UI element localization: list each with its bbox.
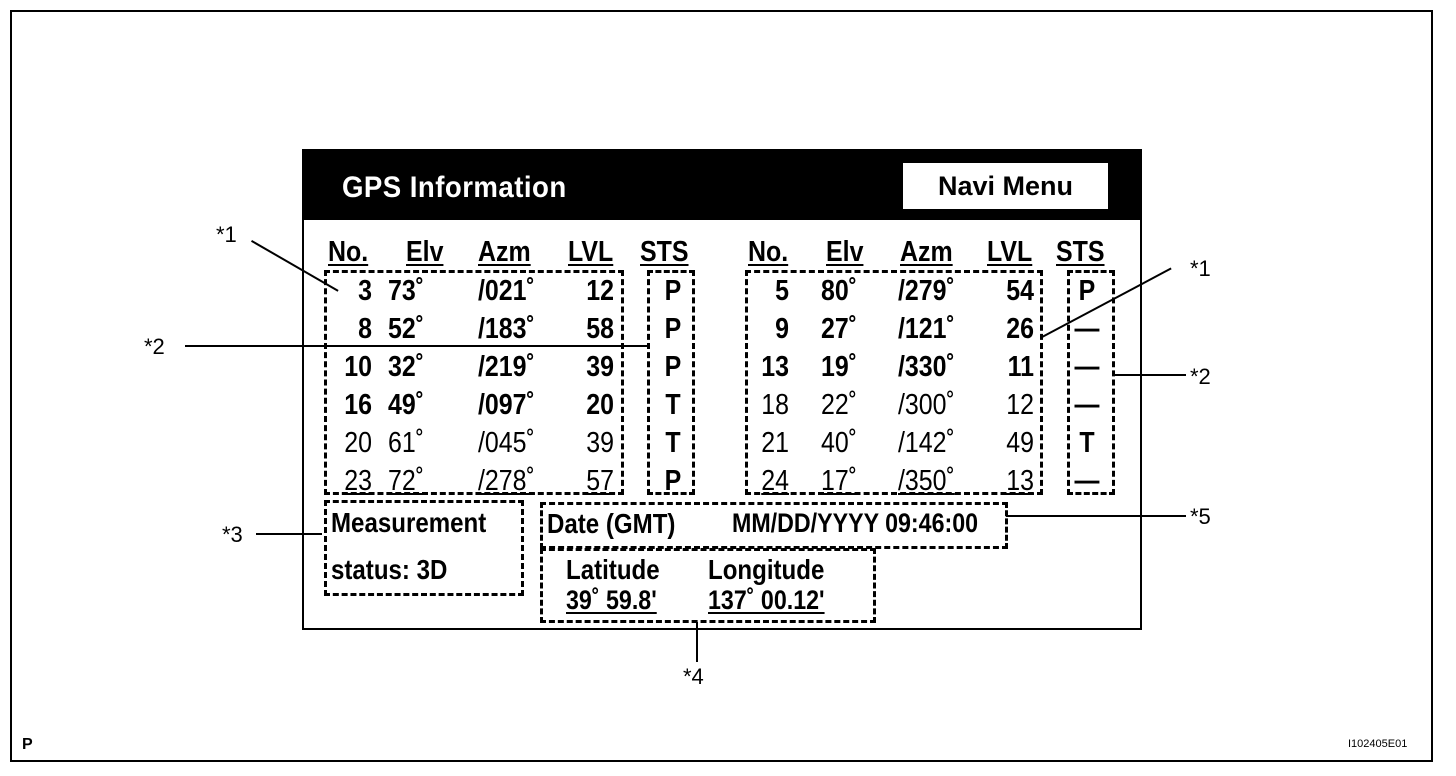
satellite-left-azm: /219˚ — [478, 351, 535, 383]
page-marker: P — [22, 736, 33, 753]
satellite-left-azm: /097˚ — [478, 389, 535, 421]
satellite-left-elv: 61˚ — [388, 427, 425, 459]
satellite-left-no: 10 — [344, 351, 372, 383]
latitude-label: Latitude — [566, 554, 660, 585]
satellite-left-no: 23 — [344, 465, 372, 497]
satellite-right-elv: 17˚ — [821, 465, 858, 497]
satellite-right-no: 9 — [775, 313, 789, 345]
date-value: MM/DD/YYYY 09:46:00 — [732, 508, 979, 538]
column-header-sts: STS — [1056, 236, 1105, 268]
satellite-right-sts: — — [1074, 351, 1100, 383]
column-header-lvl: LVL — [568, 236, 614, 268]
callout-1-right: *1 — [1190, 256, 1211, 281]
satellite-left-sts: T — [665, 389, 681, 421]
date-label: Date (GMT) — [547, 508, 676, 539]
satellite-left-no: 3 — [358, 275, 372, 307]
callout-2-right: *2 — [1190, 364, 1211, 389]
left-status-box — [647, 270, 695, 495]
satellite-left-no: 20 — [344, 427, 372, 459]
satellite-left-elv: 32˚ — [388, 351, 425, 383]
satellite-right-no: 24 — [761, 465, 789, 497]
screen-title: GPS Information — [342, 171, 567, 204]
satellite-left-no: 8 — [358, 313, 372, 345]
satellite-left-sts: T — [665, 427, 681, 459]
satellite-left-azm: /183˚ — [478, 313, 535, 345]
satellite-right-azm: /121˚ — [898, 313, 955, 345]
satellite-right-elv: 80˚ — [821, 275, 858, 307]
longitude-label: Longitude — [708, 554, 825, 585]
satellite-left-elv: 72˚ — [388, 465, 425, 497]
satellite-right-no: 5 — [775, 275, 789, 307]
column-header-no: No. — [328, 236, 369, 268]
satellite-right-azm: /350˚ — [898, 465, 955, 497]
column-header-elv: Elv — [406, 236, 444, 268]
satellite-right-azm: /279˚ — [898, 275, 955, 307]
satellite-left-lvl: 39 — [586, 351, 614, 383]
satellite-right-lvl: 49 — [1006, 427, 1034, 459]
column-header-azm: Azm — [478, 236, 531, 268]
satellite-left-elv: 52˚ — [388, 313, 425, 345]
satellite-left-lvl: 58 — [586, 313, 614, 345]
satellite-right-sts: T — [1079, 427, 1095, 459]
image-id: I102405E01 — [1348, 738, 1408, 750]
column-header-sts: STS — [640, 236, 689, 268]
satellite-right-lvl: 13 — [1006, 465, 1034, 497]
leader-line-5 — [1006, 515, 1186, 517]
satellite-right-lvl: 11 — [1007, 351, 1034, 383]
satellite-left-lvl: 57 — [586, 465, 614, 497]
satellite-right-lvl: 54 — [1006, 275, 1034, 307]
column-header-elv: Elv — [826, 236, 864, 268]
satellite-right-elv: 27˚ — [821, 313, 858, 345]
satellite-right-no: 21 — [761, 427, 789, 459]
callout-5: *5 — [1190, 504, 1211, 529]
leader-line-2-left — [185, 345, 650, 347]
satellite-left-sts: P — [664, 351, 682, 383]
navi-menu-button[interactable]: Navi Menu — [903, 163, 1108, 209]
leader-line-2-right — [1113, 374, 1186, 376]
satellite-left-lvl: 39 — [586, 427, 614, 459]
satellite-right-azm: /300˚ — [898, 389, 955, 421]
satellite-right-sts: — — [1074, 465, 1100, 497]
satellite-right-sts: P — [1078, 275, 1096, 307]
column-header-azm: Azm — [900, 236, 953, 268]
satellite-right-elv: 40˚ — [821, 427, 858, 459]
satellite-left-lvl: 12 — [586, 275, 614, 307]
latitude-value: 39˚ 59.8' — [566, 585, 657, 615]
callout-4: *4 — [683, 664, 704, 689]
satellite-left-sts: P — [664, 465, 682, 497]
satellite-right-lvl: 12 — [1006, 389, 1034, 421]
longitude-value: 137˚ 00.12' — [708, 585, 825, 615]
satellite-left-azm: /045˚ — [478, 427, 535, 459]
satellite-right-no: 13 — [761, 351, 789, 383]
measurement-label: Measurement — [331, 507, 487, 538]
right-satellite-data-box — [745, 270, 1043, 495]
satellite-right-sts: — — [1074, 313, 1100, 345]
satellite-left-azm: /021˚ — [478, 275, 535, 307]
callout-1-left: *1 — [216, 222, 237, 247]
leader-line-3 — [256, 533, 322, 535]
title-bar — [304, 151, 1140, 220]
satellite-left-no: 16 — [344, 389, 372, 421]
right-status-box — [1067, 270, 1115, 495]
satellite-right-lvl: 26 — [1006, 313, 1034, 345]
callout-3: *3 — [222, 522, 243, 547]
satellite-right-azm: /330˚ — [898, 351, 955, 383]
leader-line-4 — [696, 622, 698, 662]
gps-information-screen — [302, 149, 1142, 630]
satellite-right-no: 18 — [761, 389, 789, 421]
satellite-left-sts: P — [664, 313, 682, 345]
callout-2-left: *2 — [144, 334, 165, 359]
measurement-status: status: 3D — [331, 554, 448, 585]
column-header-no: No. — [748, 236, 789, 268]
satellite-right-elv: 22˚ — [821, 389, 858, 421]
satellite-left-sts: P — [664, 275, 682, 307]
satellite-left-azm: /278˚ — [478, 465, 535, 497]
satellite-left-elv: 73˚ — [388, 275, 425, 307]
satellite-right-azm: /142˚ — [898, 427, 955, 459]
satellite-left-elv: 49˚ — [388, 389, 425, 421]
satellite-right-elv: 19˚ — [821, 351, 858, 383]
column-header-lvl: LVL — [987, 236, 1033, 268]
left-satellite-data-box — [324, 270, 624, 495]
satellite-left-lvl: 20 — [586, 389, 614, 421]
satellite-right-sts: — — [1074, 389, 1100, 421]
